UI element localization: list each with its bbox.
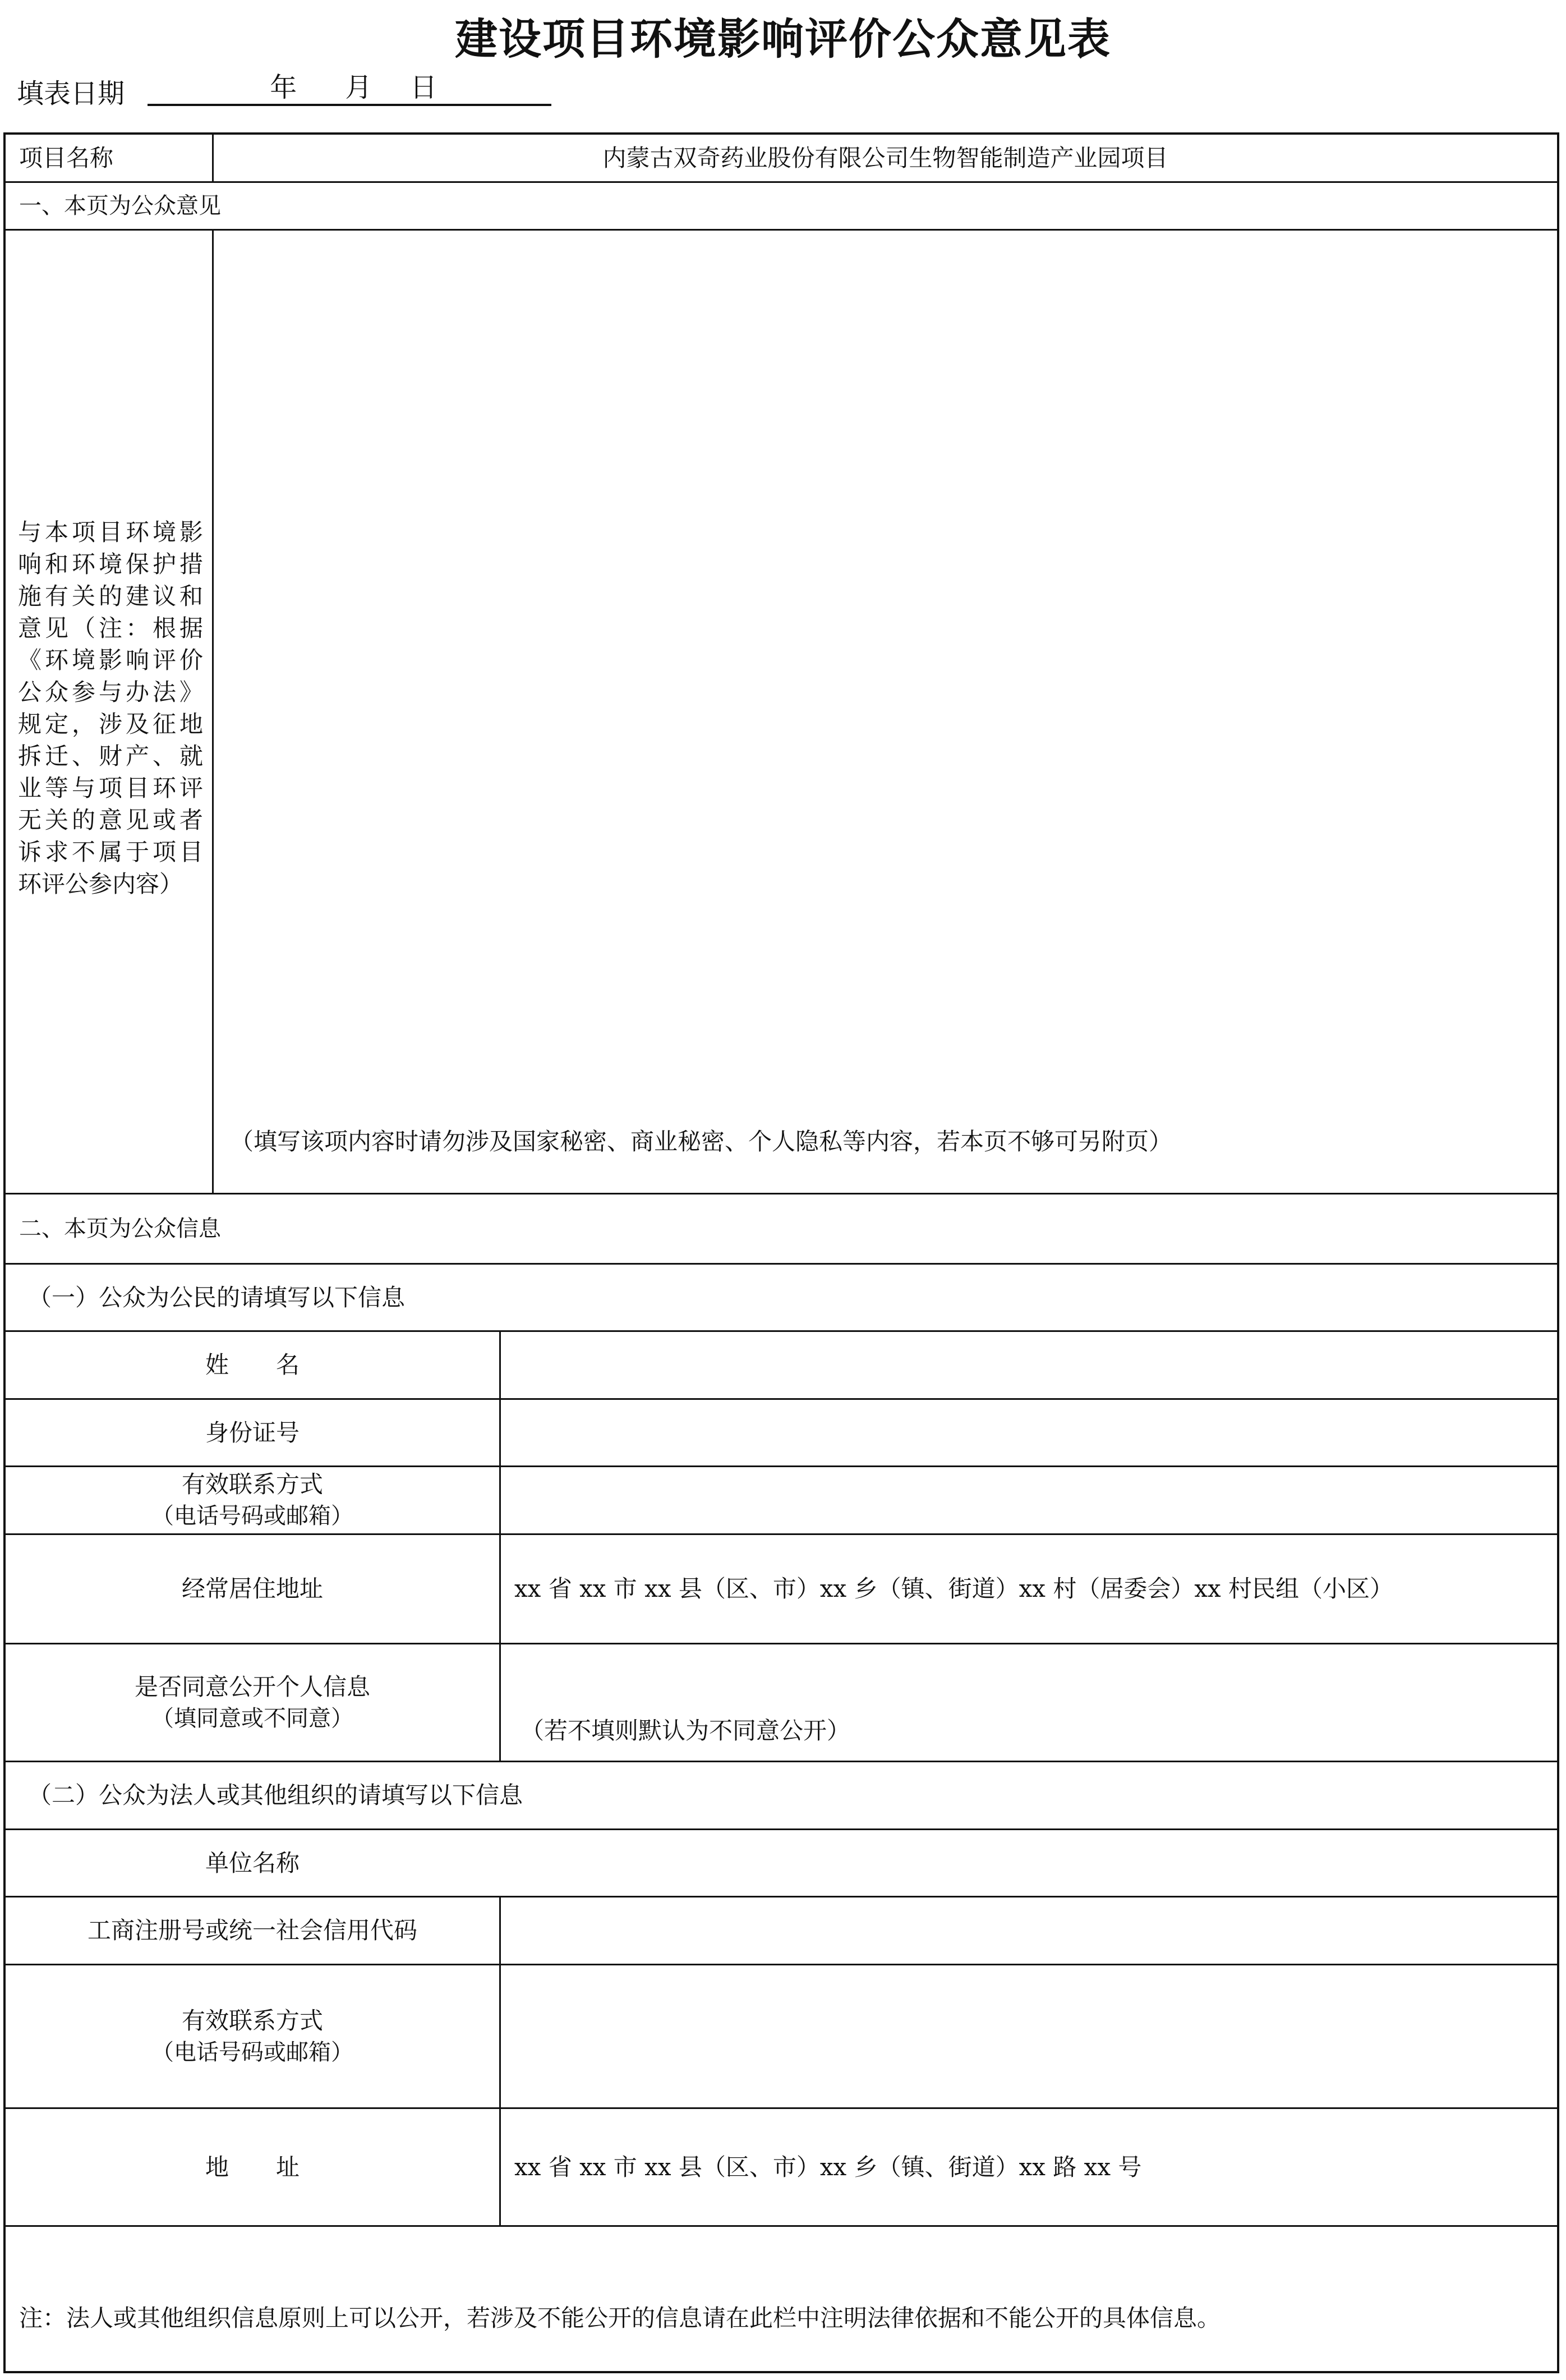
project-name-label: 项目名称: [19, 144, 114, 172]
org-contact-label: [6, 1965, 499, 2107]
citizen-header: （一）公众为公民的请填写以下信息: [28, 1283, 406, 1311]
org-reg-label: 工商注册号或统一社会信用代码: [87, 1917, 417, 1944]
citizen-contact-input[interactable]: [501, 1467, 1557, 1533]
org-contact-input[interactable]: [501, 1965, 1557, 2107]
project-name-value: 内蒙古双奇药业股份有限公司生物智能制造产业园项目: [602, 144, 1168, 172]
citizen-contact-title: 有效联系方式: [181, 1471, 323, 1498]
citizen-name-input[interactable]: [501, 1332, 1557, 1398]
org-contact-title: 有效联系方式: [181, 2006, 323, 2034]
opinion-label: 与本项目环境影响和环境保护措施有关的建议和意见（注：根据《环境影响评价公众参与办法》规定，涉及征地拆迁、财产、就业等与项目环评无关的意见或者诉求不属于项目环评公参内容）: [18, 518, 203, 898]
citizen-contact-sub: （电话号码或邮箱）: [151, 1503, 353, 1529]
org-note-text: 注：法人或其他组织信息原则上可以公开，若涉及不能公开的信息请在此栏中注明法律依据和不能公开的具体信息。: [19, 2304, 1221, 2332]
citizen-consent-sub: （填同意或不同意）: [151, 1705, 353, 1731]
opinion-form-table: [3, 132, 1559, 2373]
opinion-hint: （填写该项内容时请勿涉及国家秘密、商业秘密、个人隐私等内容，若本页不够可另附页）: [230, 1128, 1173, 1155]
citizen-contact-label: [6, 1467, 499, 1533]
fill-date-year: 年: [270, 72, 297, 103]
org-reg-input[interactable]: [501, 1897, 1557, 1964]
form-title: 建设项目环境影响评价公众意见表: [455, 14, 1111, 64]
org-address-input[interactable]: xx 省 xx 市 xx 县（区、市）xx 乡（镇、街道）xx 路 xx 号: [514, 2153, 1142, 2181]
org-contact-sub: （电话号码或邮箱）: [151, 2039, 353, 2065]
opinion-input-area[interactable]: [214, 231, 1557, 1193]
section1-header: 一、本页为公众意见: [19, 193, 221, 219]
citizen-consent-hint: （若不填则默认为不同意公开）: [521, 1717, 851, 1744]
citizen-address-label: 经常居住地址: [181, 1575, 323, 1602]
fill-date-month: 月: [345, 72, 372, 103]
org-note[interactable]: [6, 2227, 1557, 2371]
citizen-address-input[interactable]: xx 省 xx 市 xx 县（区、市）xx 乡（镇、街道）xx 村（居委会）xx 村民组（小区）: [514, 1575, 1394, 1602]
citizen-id-label: 身份证号: [205, 1418, 300, 1446]
org-address-label: 地 址: [205, 2153, 300, 2181]
fill-date-label: 填表日期: [17, 78, 125, 109]
fill-date: [17, 74, 551, 113]
fill-date-field[interactable]: [148, 72, 551, 106]
citizen-id-input[interactable]: [501, 1400, 1557, 1465]
section2-header: 二、本页为公众信息: [19, 1216, 221, 1242]
fill-date-day: 日: [410, 72, 437, 103]
org-header: （二）公众为法人或其他组织的请填写以下信息: [28, 1781, 523, 1809]
citizen-name-label: 姓 名: [205, 1351, 300, 1379]
citizen-consent-label: [6, 1644, 499, 1761]
org-unit-input[interactable]: [501, 1830, 1557, 1896]
citizen-consent-title: 是否同意公开个人信息: [134, 1673, 370, 1701]
org-unit-label: 单位名称: [205, 1849, 300, 1877]
